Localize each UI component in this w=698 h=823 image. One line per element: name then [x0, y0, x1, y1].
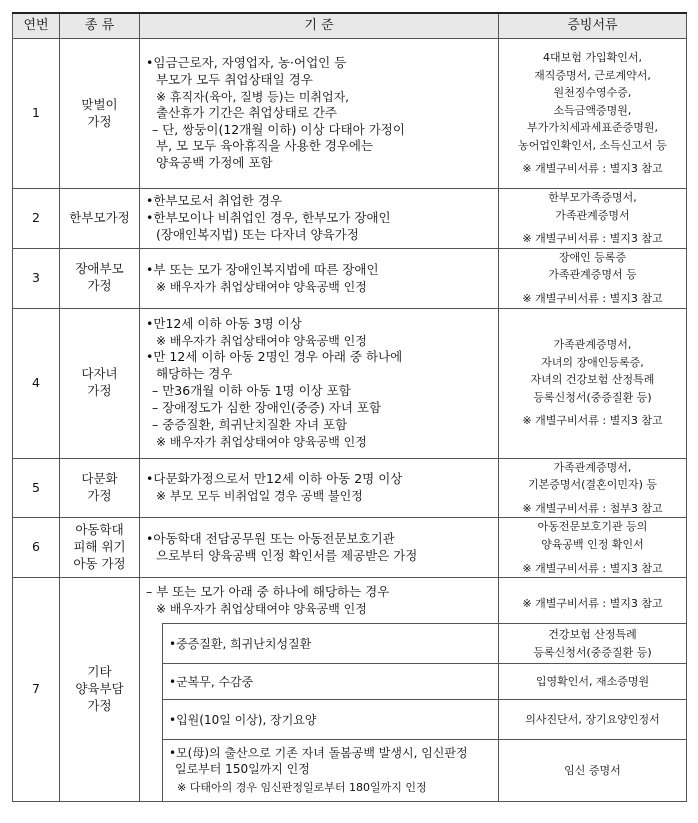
header-docs: 증빙서류	[499, 13, 687, 39]
criteria-line: 부모가 모두 취업상태일 경우	[156, 71, 313, 87]
criteria-line: •만12세 이하 아동 3명 이상	[146, 316, 302, 332]
docs-line: 4대보험 가입확인서,	[543, 50, 642, 64]
docs-note: ※ 개별구비서류 : 별지3 참고	[522, 162, 663, 176]
docs-note: ※ 개별구비서류 : 별지3 참고	[522, 561, 663, 575]
docs-line: 재직증명서, 근로계약서,	[534, 68, 651, 82]
table-row	[13, 189, 687, 249]
criteria-line: 양육공백 가정에 포함	[156, 155, 273, 171]
row-docs	[499, 189, 687, 249]
docs-line: 임신 증명서	[564, 763, 621, 777]
row-type-line: 가정	[87, 487, 112, 503]
subrow-spacer	[140, 664, 163, 700]
criteria-line: •아동학대 전담공무원 또는 아동전문보호기관	[146, 530, 395, 546]
row-docs	[499, 248, 687, 308]
header-type: 종 류	[60, 13, 140, 39]
subrow-criteria	[163, 624, 499, 664]
row-type-line: 다문화	[81, 471, 118, 487]
row-criteria	[140, 458, 499, 518]
docs-line: 소득금액증명원,	[553, 103, 632, 117]
row-num: 6	[13, 518, 60, 578]
criteria-line: •군복무, 수감중	[169, 674, 254, 689]
row-type-line: 한부모가정	[69, 209, 130, 225]
docs-line: 건강보험 산정특례	[548, 628, 637, 642]
row-num: 1	[13, 39, 60, 189]
docs-line: 가족관계증명서 등	[548, 268, 637, 282]
criteria-line: ※ 배우자가 취업상태여야 양육공백 인정	[156, 279, 367, 294]
row-type-line: 아동 가정	[73, 556, 126, 572]
criteria-line: •부 또는 모가 장애인복지법에 따른 장애인	[146, 261, 379, 277]
subrow-docs	[499, 700, 687, 740]
criteria-line: ※ 다태아의 경우 임신판정일로부터 180일까지 인정	[177, 781, 427, 795]
criteria-table	[12, 12, 687, 802]
subrow-criteria	[163, 700, 499, 740]
criteria-line: •입원(10일 이상), 장기요양	[169, 712, 317, 727]
row-docs	[499, 518, 687, 578]
docs-line: 농어업인확인서, 소득신고서 등	[518, 138, 667, 152]
criteria-line: ※ 휴직자(육아, 질병 등)는 미취업자,	[156, 89, 350, 104]
table-row	[13, 578, 687, 624]
row-type	[60, 189, 140, 249]
row-num: 7	[13, 578, 60, 802]
criteria-line: 부, 모 모두 육아휴직을 사용한 경우에는	[156, 138, 374, 154]
subrow-criteria	[163, 664, 499, 700]
criteria-line: •임금근로자, 자영업자, 농·어업인 등	[146, 54, 347, 70]
criteria-line: •만 12세 이하 아동 2명인 경우 아래 중 하나에	[146, 349, 403, 365]
row-type-line: 양육부담	[75, 681, 124, 697]
table-row	[13, 518, 687, 578]
docs-line: 아동전문보호기관 등의	[537, 520, 648, 534]
docs-note: ※ 개별구비서류 : 첨부3 참고	[522, 501, 663, 515]
subrow-spacer	[140, 700, 163, 740]
subrow-docs	[499, 664, 687, 700]
table-row	[13, 248, 687, 308]
docs-line: 장애인 등록증	[558, 250, 627, 264]
row-type	[60, 518, 140, 578]
criteria-line: – 장애정도가 심한 장애인(중증) 자녀 포함	[152, 399, 382, 415]
row-docs	[499, 458, 687, 518]
row-type	[60, 39, 140, 189]
row-docs	[499, 308, 687, 458]
table-header-row	[13, 13, 687, 39]
criteria-line: 해당하는 경우	[156, 366, 233, 382]
row-type-line: 가정	[87, 698, 112, 714]
row-docs	[499, 578, 687, 624]
row-num: 4	[13, 308, 60, 458]
docs-line: 자녀의 건강보험 산정특례	[530, 373, 655, 387]
header-criteria: 기 준	[140, 13, 499, 39]
docs-line: 등록신청서(중증질환 등)	[533, 645, 652, 659]
docs-line: 부가가치세과세표준증명원,	[526, 121, 658, 135]
subrow-docs	[499, 624, 687, 664]
criteria-line: 일로부터 150일까지 인정	[175, 762, 310, 777]
row-criteria	[140, 518, 499, 578]
docs-line: 양육공백 인정 확인서	[541, 537, 644, 551]
subrow-spacer	[140, 624, 163, 664]
criteria-line: •모(母)의 출산으로 기존 자녀 돌봄공백 발생시, 임신판정	[169, 746, 468, 761]
docs-line: 등록신청서(중증질환 등)	[533, 390, 652, 404]
row-type-line: 장애부모	[75, 261, 124, 277]
criteria-line: ※ 배우자가 취업상태여야 양육공백 인정	[156, 434, 367, 449]
criteria-line: ※ 배우자가 취업상태여야 양육공백 인정	[156, 601, 367, 616]
subrow-spacer	[140, 740, 163, 802]
table-row	[13, 39, 687, 189]
row-type-line: 아동학대	[75, 522, 124, 538]
row-num: 2	[13, 189, 60, 249]
row-criteria	[140, 39, 499, 189]
docs-line: 의사진단서, 장기요양인정서	[525, 712, 660, 726]
docs-note: ※ 개별구비서류 : 별지3 참고	[522, 232, 663, 246]
docs-line: 가족관계증명서,	[553, 338, 632, 352]
criteria-line: ※ 배우자가 취업상태여야 양육공백 인정	[156, 334, 367, 349]
subrow-criteria	[163, 740, 499, 802]
row-criteria	[140, 578, 499, 624]
row-type-line: 다자녀	[81, 366, 118, 382]
criteria-line: – 단, 쌍둥이(12개월 이하) 이상 다태아 가정이	[152, 121, 405, 137]
row-type-line: 가정	[87, 383, 112, 399]
docs-line: 원천징수영수증,	[553, 86, 632, 100]
row-type	[60, 458, 140, 518]
criteria-line: •한부모로서 취업한 경우	[146, 193, 283, 209]
docs-line: 한부모가족증명서,	[548, 191, 637, 204]
row-type-line: 피해 위기	[73, 539, 126, 555]
row-criteria	[140, 308, 499, 458]
row-type	[60, 308, 140, 458]
criteria-line: •중증질환, 희귀난치성질환	[169, 636, 312, 651]
criteria-line: – 만36개월 이하 아동 1명 이상 포함	[152, 383, 351, 399]
docs-line: 기본증명서(결혼이민자) 등	[528, 478, 657, 492]
criteria-line: •한부모이나 비취업인 경우, 한부모가 장애인	[146, 209, 391, 225]
row-docs	[499, 39, 687, 189]
criteria-line: – 부 또는 모가 아래 중 하나에 해당하는 경우	[146, 584, 390, 600]
row-criteria	[140, 248, 499, 308]
table-row	[13, 458, 687, 518]
docs-line: 자녀의 장애인등록증,	[541, 355, 644, 369]
row-type-line: 맞벌이	[81, 96, 118, 112]
subrow-docs	[499, 740, 687, 802]
criteria-line: 출산휴가 기간은 취업상태로 간주	[156, 104, 337, 120]
criteria-line: •다문화가정으로서 만12세 이하 아동 2명 이상	[146, 471, 403, 487]
criteria-line: – 중증질환, 희귀난치질환 자녀 포함	[152, 416, 348, 432]
row-num: 5	[13, 458, 60, 518]
table-row	[13, 308, 687, 458]
row-criteria	[140, 189, 499, 249]
docs-line: 가족관계증명서,	[553, 460, 632, 474]
criteria-line: ※ 부모 모두 비취업일 경우 공백 불인정	[156, 489, 363, 504]
row-type-line: 가정	[87, 113, 112, 129]
header-num: 연번	[13, 13, 60, 39]
docs-note: ※ 개별구비서류 : 별지3 참고	[522, 291, 663, 305]
docs-note: ※ 개별구비서류 : 별지3 참고	[522, 596, 663, 610]
row-type	[60, 248, 140, 308]
row-type-line: 기타	[87, 664, 112, 680]
row-type-line: 가정	[87, 278, 112, 294]
row-type	[60, 578, 140, 802]
docs-note: ※ 개별구비서류 : 별지3 참고	[522, 414, 663, 428]
criteria-line: (장애인복지법) 또는 다자녀 양육가정	[156, 226, 359, 242]
docs-line: 입영확인서, 재소증명원	[535, 674, 650, 688]
row-num: 3	[13, 248, 60, 308]
docs-line: 가족관계증명서	[555, 208, 630, 222]
criteria-line: 으로부터 양육공백 인정 확인서를 제공받은 가정	[156, 547, 418, 563]
